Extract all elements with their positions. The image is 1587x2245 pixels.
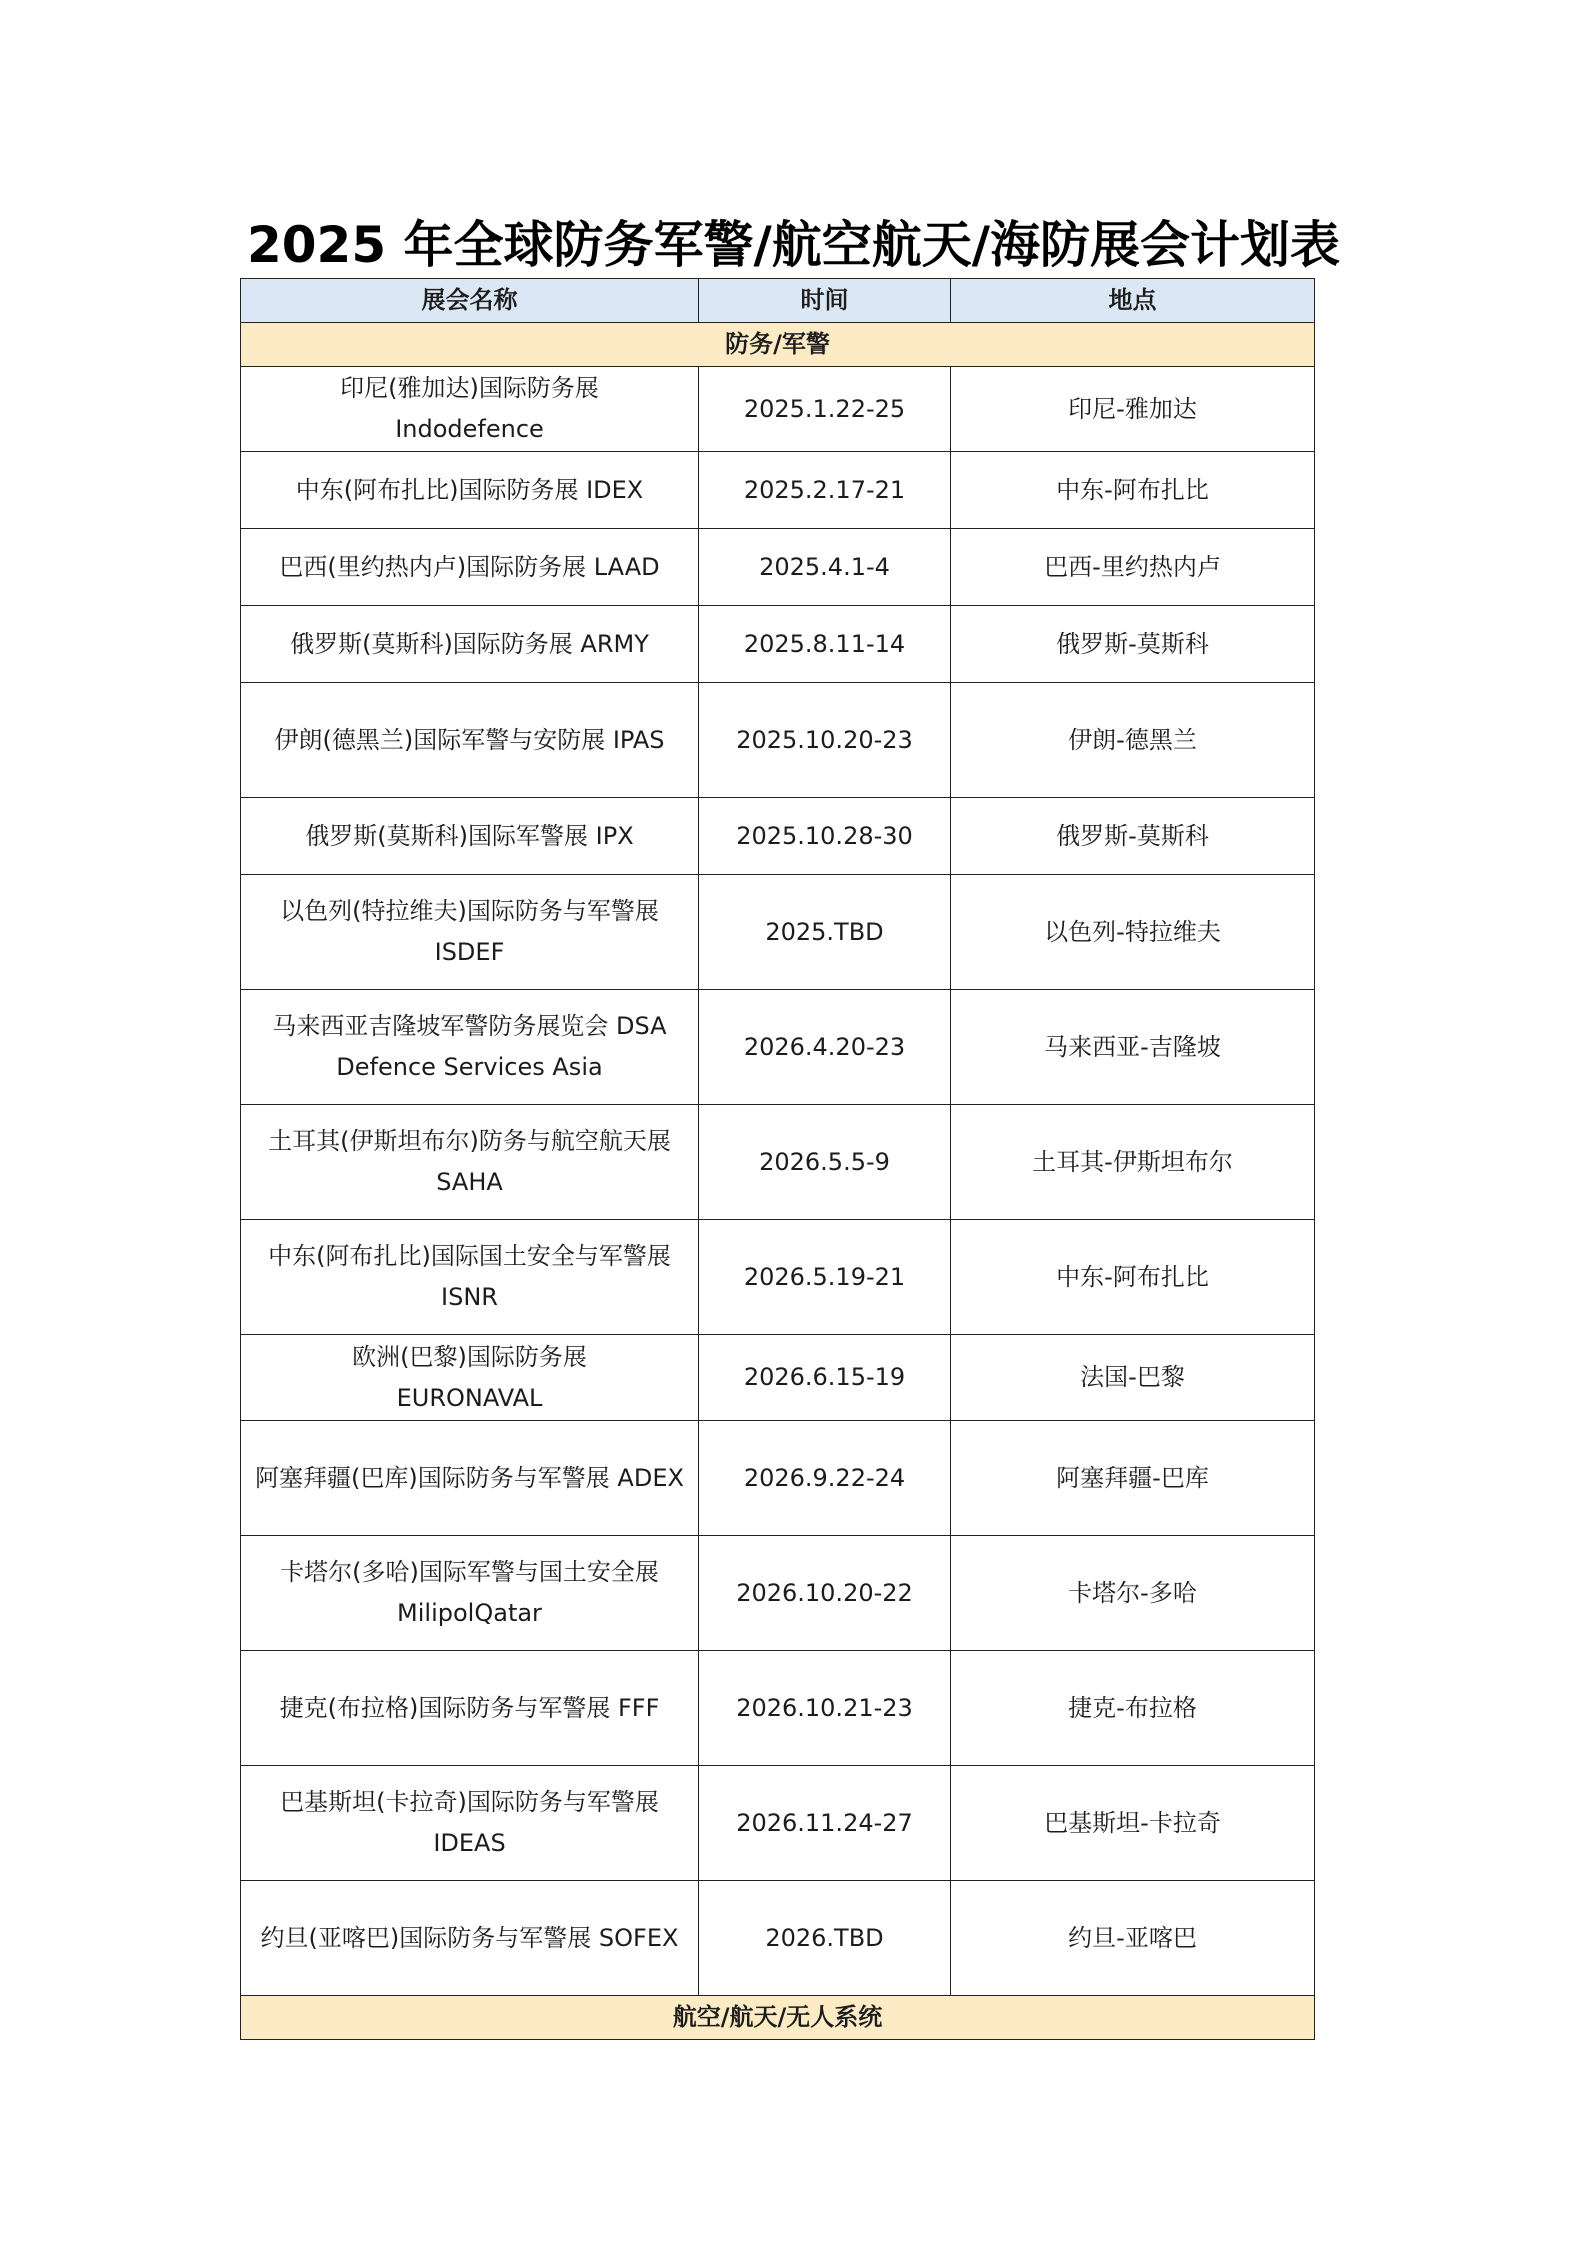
exhibition-place-cell: 俄罗斯-莫斯科 xyxy=(951,606,1315,683)
exhibition-name-line: 以色列(特拉维夫)国际防务与军警展 xyxy=(280,897,659,925)
exhibition-name-line: 巴西(里约热内卢)国际防务展 LAAD xyxy=(279,552,660,581)
exhibition-name-line: Indodefence xyxy=(395,415,544,443)
table-row xyxy=(241,1105,1315,1220)
exhibition-time-cell: 2026.11.24-27 xyxy=(699,1766,951,1881)
exhibition-place-cell: 阿塞拜疆-巴库 xyxy=(951,1421,1315,1536)
exhibition-time-cell: 2026.9.22-24 xyxy=(699,1421,951,1536)
exhibition-time-cell: 2026.TBD xyxy=(699,1881,951,1996)
exhibition-place-cell: 约旦-亚喀巴 xyxy=(951,1881,1315,1996)
exhibition-name-line: 马来西亚吉隆坡军警防务展览会 DSA xyxy=(272,1012,667,1040)
exhibition-name-line: 中东(阿布扎比)国际防务展 IDEX xyxy=(295,475,644,504)
exhibition-name-line: 印尼(雅加达)国际防务展 xyxy=(340,374,599,402)
exhibition-time-cell: 2026.5.19-21 xyxy=(699,1220,951,1335)
exhibition-place-cell: 俄罗斯-莫斯科 xyxy=(951,798,1315,875)
exhibition-name-cell xyxy=(241,1651,699,1766)
exhibition-place-cell: 中东-阿布扎比 xyxy=(951,452,1315,529)
exhibition-time-cell: 2025.8.11-14 xyxy=(699,606,951,683)
table-row xyxy=(241,1766,1315,1881)
table-row xyxy=(241,798,1315,875)
section-row-defense xyxy=(241,323,1315,367)
table-row xyxy=(241,367,1315,452)
exhibition-name-cell xyxy=(241,1421,699,1536)
exhibition-time-cell: 2026.4.20-23 xyxy=(699,990,951,1105)
exhibition-place-cell: 捷克-布拉格 xyxy=(951,1651,1315,1766)
exhibition-name-line: EURONAVAL xyxy=(396,1383,543,1412)
exhibition-place-cell: 中东-阿布扎比 xyxy=(951,1220,1315,1335)
table-row xyxy=(241,1536,1315,1651)
exhibition-time-cell: 2026.10.21-23 xyxy=(699,1651,951,1766)
exhibition-name-cell xyxy=(241,990,699,1105)
table-row xyxy=(241,875,1315,990)
exhibition-name-cell xyxy=(241,1881,699,1996)
exhibition-name-cell xyxy=(241,1536,699,1651)
table-row xyxy=(241,990,1315,1105)
exhibition-name-line: 土耳其(伊斯坦布尔)防务与航空航天展 xyxy=(268,1127,671,1155)
exhibition-time-cell: 2025.2.17-21 xyxy=(699,452,951,529)
table-row xyxy=(241,1651,1315,1766)
exhibition-time-cell: 2026.6.15-19 xyxy=(699,1335,951,1421)
exhibition-name-cell xyxy=(241,1105,699,1220)
column-header-time: 时间 xyxy=(699,279,951,323)
table-header-row xyxy=(241,279,1315,323)
exhibition-name-line: MilipolQatar xyxy=(397,1599,542,1627)
exhibition-time-cell: 2025.10.28-30 xyxy=(699,798,951,875)
exhibition-place-cell: 马来西亚-吉隆坡 xyxy=(951,990,1315,1105)
section-label: 防务/军警 xyxy=(241,323,1315,367)
exhibition-time-cell: 2025.4.1-4 xyxy=(699,529,951,606)
table-row xyxy=(241,452,1315,529)
exhibition-name-cell xyxy=(241,683,699,798)
exhibition-name-line: 欧洲(巴黎)国际防务展 xyxy=(352,1342,587,1371)
exhibition-place-cell: 以色列-特拉维夫 xyxy=(951,875,1315,990)
exhibition-name-line: Defence Services Asia xyxy=(336,1053,603,1081)
exhibition-place-cell: 印尼-雅加达 xyxy=(951,367,1315,452)
exhibition-name-line: 巴基斯坦(卡拉奇)国际防务与军警展 xyxy=(280,1788,659,1816)
exhibition-place-cell: 卡塔尔-多哈 xyxy=(951,1536,1315,1651)
table-row xyxy=(241,1421,1315,1536)
exhibition-name-line: 卡塔尔(多哈)国际军警与国土安全展 xyxy=(280,1558,659,1586)
exhibition-name-line: 约旦(亚喀巴)国际防务与军警展 SOFEX xyxy=(260,1923,679,1952)
column-header-place: 地点 xyxy=(951,279,1315,323)
exhibition-place-cell: 巴西-里约热内卢 xyxy=(951,529,1315,606)
exhibition-name-cell xyxy=(241,1766,699,1881)
exhibition-time-cell: 2025.10.20-23 xyxy=(699,683,951,798)
exhibition-name-cell xyxy=(241,875,699,990)
exhibition-name-cell xyxy=(241,367,699,452)
section-label: 航空/航天/无人系统 xyxy=(241,1996,1315,2040)
table-row xyxy=(241,1881,1315,1996)
exhibition-name-line: IDEAS xyxy=(433,1829,506,1857)
exhibition-place-cell: 土耳其-伊斯坦布尔 xyxy=(951,1105,1315,1220)
exhibition-name-cell xyxy=(241,1335,699,1421)
column-header-name: 展会名称 xyxy=(241,279,699,323)
section-row-aerospace xyxy=(241,1996,1315,2040)
table-row xyxy=(241,683,1315,798)
exhibition-name-line: 阿塞拜疆(巴库)国际防务与军警展 ADEX xyxy=(255,1463,684,1492)
exhibition-name-cell xyxy=(241,606,699,683)
exhibition-name-line: SAHA xyxy=(436,1168,503,1196)
exhibition-place-cell: 巴基斯坦-卡拉奇 xyxy=(951,1766,1315,1881)
exhibition-name-line: 中东(阿布扎比)国际国土安全与军警展 xyxy=(268,1242,671,1270)
table-row xyxy=(241,606,1315,683)
exhibition-name-cell xyxy=(241,529,699,606)
table-row xyxy=(241,1335,1315,1421)
table-row xyxy=(241,529,1315,606)
exhibition-name-cell xyxy=(241,798,699,875)
exhibition-time-cell: 2026.10.20-22 xyxy=(699,1536,951,1651)
exhibition-time-cell: 2025.TBD xyxy=(699,875,951,990)
table-row xyxy=(241,1220,1315,1335)
exhibition-time-cell: 2025.1.22-25 xyxy=(699,367,951,452)
exhibition-name-line: 伊朗(德黑兰)国际军警与安防展 IPAS xyxy=(274,725,665,754)
exhibition-name-line: 俄罗斯(莫斯科)国际军警展 IPX xyxy=(305,821,634,850)
exhibition-name-cell xyxy=(241,1220,699,1335)
exhibition-name-line: ISDEF xyxy=(434,938,505,966)
exhibition-name-line: 捷克(布拉格)国际防务与军警展 FFF xyxy=(279,1693,660,1722)
exhibition-schedule-table xyxy=(240,278,1315,2040)
exhibition-name-cell xyxy=(241,452,699,529)
page-title: 2025 年全球防务军警/航空航天/海防展会计划表 xyxy=(246,216,1341,274)
exhibition-name-line: ISNR xyxy=(441,1283,498,1311)
exhibition-name-line: 俄罗斯(莫斯科)国际防务展 ARMY xyxy=(290,629,649,658)
exhibition-place-cell: 伊朗-德黑兰 xyxy=(951,683,1315,798)
exhibition-place-cell: 法国-巴黎 xyxy=(951,1335,1315,1421)
exhibition-time-cell: 2026.5.5-9 xyxy=(699,1105,951,1220)
